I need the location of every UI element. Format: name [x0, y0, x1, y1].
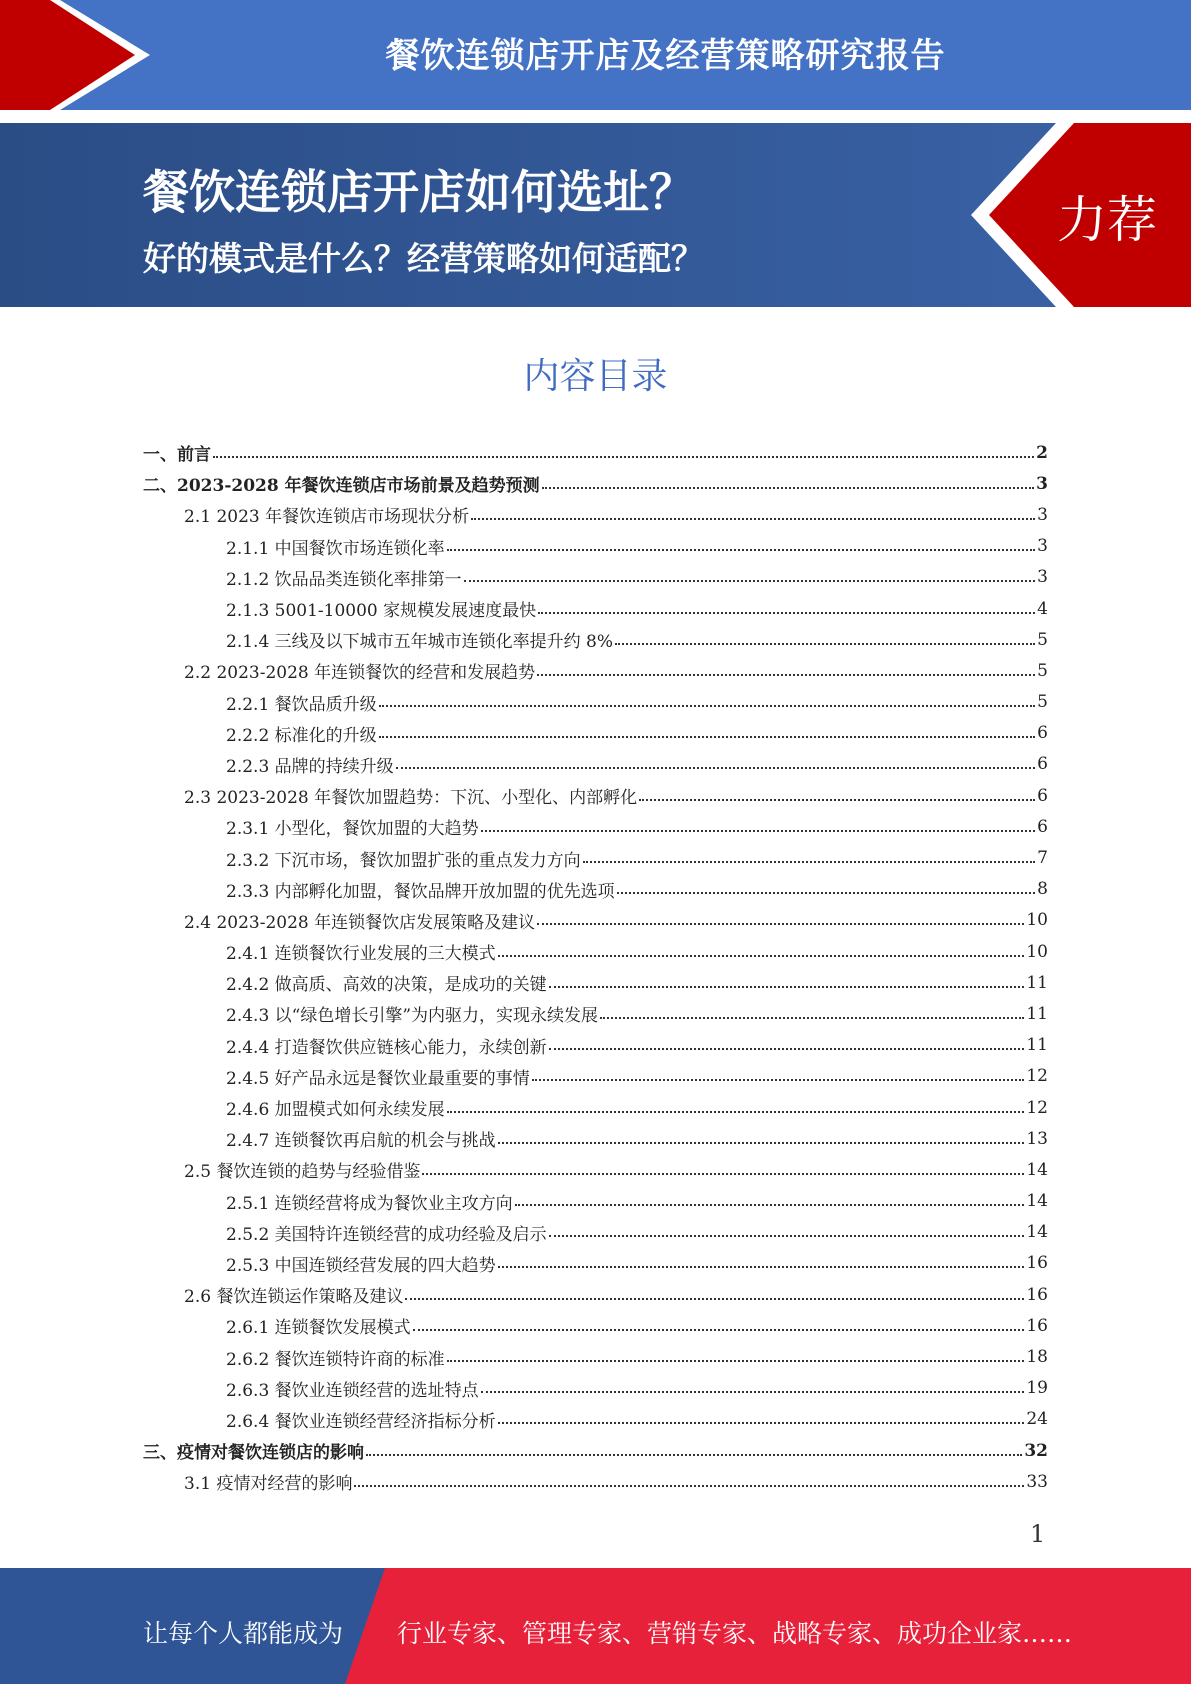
toc-entry-title: 2.1.2 饮品品类连锁化率排第一: [226, 569, 462, 590]
toc-entry-page: 12: [1026, 1097, 1048, 1118]
toc-entry-page: 12: [1026, 1066, 1048, 1087]
toc-dot-leader: [498, 955, 1025, 957]
hero-subtitle: 好的模式是什么？经营策略如何适配？: [143, 239, 704, 278]
report-title: 餐饮连锁店开店及经营策略研究报告: [385, 36, 946, 76]
toc-entry-page: 19: [1026, 1378, 1048, 1399]
toc-entry-page: 5: [1037, 692, 1048, 713]
toc-entry[interactable]: [143, 593, 1048, 624]
toc-entry-title: 2.2.1 餐饮品质升级: [226, 694, 377, 715]
page-number: 1: [1030, 1520, 1046, 1548]
toc-entry[interactable]: [143, 780, 1048, 811]
toc-entry-page: 3: [1036, 473, 1048, 494]
toc-dot-leader: [639, 799, 1035, 801]
toc-entry-page: 6: [1037, 754, 1048, 775]
toc-entry-title: 二、2023-2028 年餐饮连锁店市场前景及趋势预测: [143, 476, 540, 497]
toc-dot-leader: [481, 830, 1036, 832]
toc-dot-leader: [213, 456, 1034, 458]
toc-entry-title: 2.3.2 下沉市场，餐饮加盟扩张的重点发力方向: [226, 850, 581, 871]
toc-entry[interactable]: [143, 1123, 1048, 1154]
toc-entry-title: 2.5.3 中国连锁经营发展的四大趋势: [226, 1255, 496, 1276]
hero-title: 餐饮连锁店开店如何选址？: [143, 165, 695, 219]
toc-entry[interactable]: [143, 468, 1048, 499]
toc-entry-page: 13: [1026, 1128, 1048, 1149]
toc-heading: 内容目录: [523, 356, 668, 397]
toc-entry[interactable]: [143, 1030, 1048, 1061]
toc-entry[interactable]: [143, 531, 1048, 562]
toc-entry-title: 2.4.7 连锁餐饮再启航的机会与挑战: [226, 1131, 496, 1152]
toc-entry-page: 7: [1037, 848, 1048, 869]
toc-entry-page: 16: [1026, 1284, 1048, 1305]
toc-dot-leader: [405, 1298, 1024, 1300]
toc-entry[interactable]: [143, 1279, 1048, 1310]
toc-dot-leader: [549, 1048, 1025, 1050]
toc-entry-title: 2.4 2023-2028 年连锁餐饮店发展策略及建议: [184, 912, 536, 933]
toc-entry-page: 32: [1024, 1440, 1048, 1461]
toc-dot-leader: [537, 923, 1024, 925]
toc-entry-page: 3: [1037, 504, 1048, 525]
toc-entry[interactable]: [143, 1154, 1048, 1185]
toc-entry[interactable]: [143, 437, 1048, 468]
toc-entry-title: 2.6.2 餐饮连锁特许商的标准: [226, 1349, 445, 1370]
toc-entry-title: 2.4.3 以“绿色增长引擎”为内驱力，实现永续发展: [226, 1006, 599, 1027]
toc-entry-title: 2.1.1 中国餐饮市场连锁化率: [226, 538, 445, 559]
toc-entry-page: 11: [1026, 972, 1048, 993]
toc-dot-leader: [481, 1391, 1025, 1393]
toc-entry[interactable]: [143, 1310, 1048, 1341]
toc-dot-leader: [617, 892, 1036, 894]
toc-entry-title: 2.3.1 小型化，餐饮加盟的大趋势: [226, 819, 479, 840]
toc-dot-leader: [447, 1360, 1025, 1362]
toc-entry-title: 2.3.3 内部孵化加盟，餐饮品牌开放加盟的优先选项: [226, 881, 615, 902]
toc-entry-title: 2.6 餐饮连锁运作策略及建议: [184, 1287, 404, 1308]
toc-dot-leader: [396, 767, 1036, 769]
toc-dot-leader: [515, 1204, 1025, 1206]
toc-entry[interactable]: [143, 936, 1048, 967]
toc-entry-title: 2.6.4 餐饮业连锁经营经济指标分析: [226, 1411, 496, 1432]
toc-entry-title: 2.4.2 做高质、高效的决策，是成功的关键: [226, 975, 547, 996]
toc-entry-title: 2.4.6 加盟模式如何永续发展: [226, 1100, 445, 1121]
toc-dot-leader: [549, 1235, 1025, 1237]
toc-entry-page: 5: [1037, 629, 1048, 650]
toc-entry-page: 14: [1026, 1222, 1048, 1243]
toc-dot-leader: [498, 1266, 1025, 1268]
toc-entry[interactable]: [143, 998, 1048, 1029]
toc-entry-page: 16: [1026, 1253, 1048, 1274]
top-banner: [0, 0, 1191, 110]
toc-dot-leader: [366, 1454, 1022, 1456]
toc-entry-title: 三、疫情对餐饮连锁店的影响: [143, 1443, 364, 1464]
toc-entry[interactable]: [143, 1373, 1048, 1404]
toc-dot-leader: [498, 1142, 1025, 1144]
toc-entry-title: 2.2 2023-2028 年连锁餐饮的经营和发展趋势: [184, 663, 536, 684]
toc-entry[interactable]: [143, 842, 1048, 873]
toc-entry-page: 6: [1037, 723, 1048, 744]
toc-entry[interactable]: [143, 1466, 1048, 1497]
table-of-contents: [143, 437, 1048, 1497]
toc-dot-leader: [549, 986, 1025, 988]
toc-entry-page: 11: [1026, 1035, 1048, 1056]
toc-entry[interactable]: [143, 1217, 1048, 1248]
toc-entry-title: 3.1 疫情对经营的影响: [184, 1474, 353, 1495]
toc-entry-page: 18: [1026, 1347, 1048, 1368]
toc-entry[interactable]: [143, 749, 1048, 780]
toc-dot-leader: [447, 549, 1036, 551]
toc-dot-leader: [542, 487, 1035, 489]
toc-entry[interactable]: [143, 1061, 1048, 1092]
toc-entry[interactable]: [143, 499, 1048, 530]
red-chevron-decoration: [0, 0, 160, 110]
toc-entry[interactable]: [143, 655, 1048, 686]
toc-entry-title: 2.5.2 美国特许连锁经营的成功经验及启示: [226, 1224, 547, 1245]
toc-entry-page: 5: [1037, 660, 1048, 681]
toc-dot-leader: [413, 1329, 1025, 1331]
toc-dot-leader: [583, 861, 1036, 863]
toc-entry-title: 2.6.3 餐饮业连锁经营的选址特点: [226, 1380, 479, 1401]
toc-entry-page: 11: [1026, 1003, 1048, 1024]
toc-entry[interactable]: [143, 811, 1048, 842]
toc-entry-title: 2.1.3 5001-10000 家规模发展速度最快: [226, 601, 537, 622]
toc-entry[interactable]: [143, 1092, 1048, 1123]
toc-entry-page: 2: [1036, 442, 1048, 463]
toc-entry-page: 24: [1026, 1409, 1048, 1430]
toc-entry-title: 2.4.1 连锁餐饮行业发展的三大模式: [226, 944, 496, 965]
toc-entry-page: 6: [1037, 816, 1048, 837]
toc-dot-leader: [532, 1079, 1025, 1081]
footer-slogan-right: 行业专家、管理专家、营销专家、战略专家、成功企业家……: [397, 1619, 1073, 1648]
toc-entry[interactable]: [143, 874, 1048, 905]
toc-entry[interactable]: [143, 1248, 1048, 1279]
toc-entry[interactable]: [143, 624, 1048, 655]
toc-entry-title: 2.5.1 连锁经营将成为餐饮业主攻方向: [226, 1193, 513, 1214]
toc-dot-leader: [615, 643, 1035, 645]
toc-dot-leader: [379, 736, 1036, 738]
toc-dot-leader: [379, 705, 1036, 707]
toc-entry[interactable]: [143, 967, 1048, 998]
toc-entry-page: 33: [1026, 1471, 1048, 1492]
toc-entry-title: 2.3 2023-2028 年餐饮加盟趋势：下沉、小型化、内部孵化: [184, 788, 638, 809]
toc-entry[interactable]: [143, 1435, 1048, 1466]
toc-dot-leader: [538, 612, 1035, 614]
toc-entry-title: 2.4.4 打造餐饮供应链核心能力，永续创新: [226, 1037, 547, 1058]
toc-entry[interactable]: [143, 718, 1048, 749]
toc-entry[interactable]: [143, 1186, 1048, 1217]
toc-entry-title: 2.5 餐饮连锁的趋势与经验借鉴: [184, 1162, 421, 1183]
toc-entry-title: 一、前言: [143, 445, 211, 466]
toc-entry-page: 6: [1037, 785, 1048, 806]
recommend-badge-label: 力荐: [1057, 191, 1157, 249]
toc-entry-page: 10: [1026, 910, 1048, 931]
toc-dot-leader: [464, 580, 1036, 582]
toc-entry-page: 4: [1037, 598, 1048, 619]
toc-dot-leader: [498, 1422, 1025, 1424]
toc-entry-page: 3: [1037, 536, 1048, 557]
toc-entry-title: 2.1.4 三线及以下城市五年城市连锁化率提升约 8%: [226, 632, 614, 653]
toc-entry-page: 3: [1037, 567, 1048, 588]
toc-entry-page: 14: [1026, 1191, 1048, 1212]
toc-entry-page: 16: [1026, 1315, 1048, 1336]
toc-entry-title: 2.2.2 标准化的升级: [226, 725, 377, 746]
toc-entry-title: 2.2.3 品牌的持续升级: [226, 756, 394, 777]
toc-entry-page: 14: [1026, 1159, 1048, 1180]
toc-dot-leader: [471, 518, 1035, 520]
toc-entry[interactable]: [143, 562, 1048, 593]
toc-dot-leader: [537, 674, 1035, 676]
toc-dot-leader: [422, 1173, 1024, 1175]
toc-entry[interactable]: [143, 905, 1048, 936]
toc-entry-page: 8: [1037, 879, 1048, 900]
toc-entry-page: 10: [1026, 941, 1048, 962]
toc-entry-title: 2.6.1 连锁餐饮发展模式: [226, 1318, 411, 1339]
toc-entry[interactable]: [143, 687, 1048, 718]
footer-slogan-left: 让每个人都能成为: [143, 1619, 344, 1648]
toc-entry-title: 2.4.5 好产品永远是餐饮业最重要的事情: [226, 1068, 530, 1089]
toc-entry-title: 2.1 2023 年餐饮连锁店市场现状分析: [184, 507, 470, 528]
toc-dot-leader: [447, 1111, 1025, 1113]
toc-entry[interactable]: [143, 1341, 1048, 1372]
toc-dot-leader: [354, 1485, 1024, 1487]
toc-entry[interactable]: [143, 1404, 1048, 1435]
toc-dot-leader: [600, 1017, 1024, 1019]
